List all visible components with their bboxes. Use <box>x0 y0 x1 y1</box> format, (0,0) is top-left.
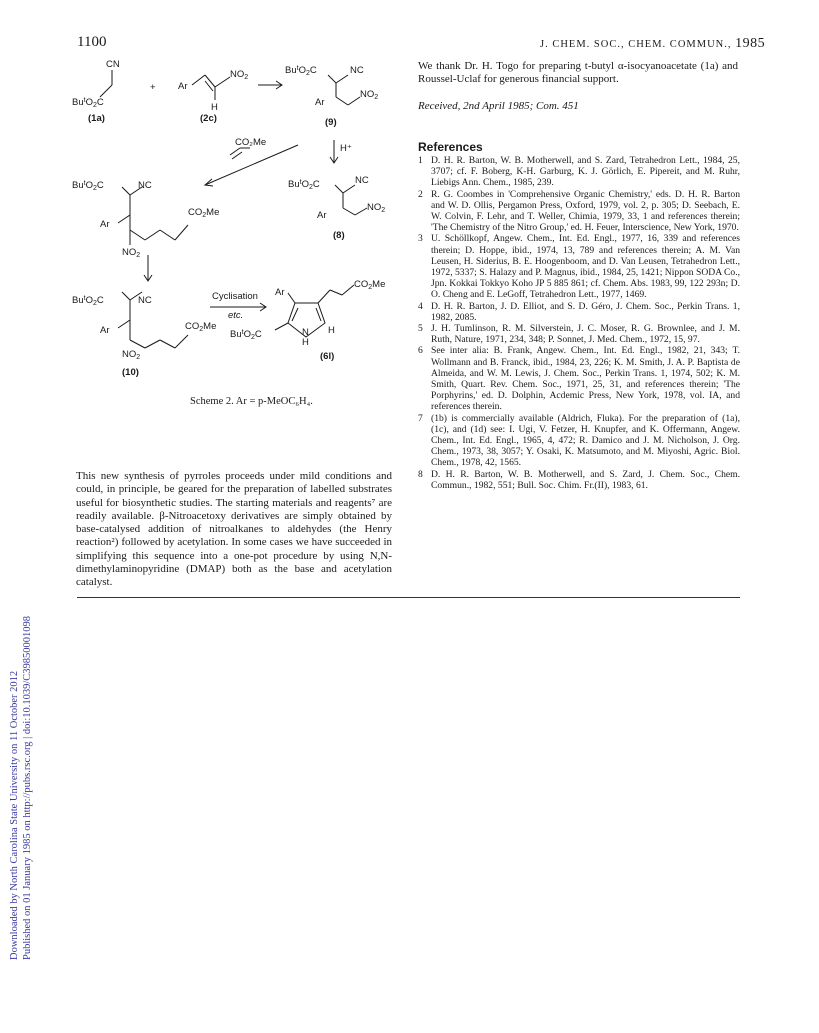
reference-item <box>418 189 740 234</box>
scheme-text: $Bu^tO_2C$ <box>72 295 104 307</box>
scheme-text: $CO_2Me$ <box>354 279 386 291</box>
scheme-text: N <box>302 327 309 338</box>
scheme-text: $NO_2$ <box>360 89 379 101</box>
sidebar-published: Published on 01 January 1985 on http://pubs.rsc.org | doi:10.1039/C39850001098 <box>22 615 33 960</box>
reference-number: 5 <box>418 323 423 335</box>
reference-text: D. H. R. Barton, W. B. Motherwell, and S. Zard, J. Chem. Soc., Chem. Commun., 1982, 551; Bull. Soc. Chim. Fr.(II), 1983, 61. <box>431 468 740 491</box>
compound-label-9: (9) <box>325 117 337 128</box>
journal-header <box>540 36 765 52</box>
reference-number: 7 <box>418 412 423 424</box>
scheme-text: NC <box>138 295 152 306</box>
scheme-text: Ar <box>178 81 188 92</box>
reference-number: 8 <box>418 468 423 480</box>
scheme-text: CN <box>106 59 120 70</box>
reference-text: R. G. Coombes in 'Comprehensive Organic Chemistry,' eds. D. H. R. Barton and W. D. Ollis, Pergamon Press, Oxford, 1979, vol. 2, p. 305; D. Seebach, E. W. Colvin, F. Lehr, and T. Weller, Chimia, 1979, 33, 1 and references therein; 'The Chemistry of the Nitro Group,' ed. H. Feuer, Interscience, New York, 1970. <box>431 188 740 234</box>
scheme-text: $Bu^tO_2C$ <box>230 329 262 341</box>
reference-text: D. H. R. Barton, W. B. Motherwell, and S. Zard, Tetrahedron Lett., 1984, 25, 3707; cf. F. Boberg, K-H. Garburg, K. J. Görlich, E. Pipereit, and M. Ruhr, Liebigs Ann. Chem., 1985, 239. <box>431 155 740 189</box>
reference-text: J. H. Tumlinson, R. M. Silverstein, J. C. Moser, R. G. Brownlee, and J. M. Ruth, Nature, 1971, 234, 348; P. Sonnet, J. Med. Chem., 1972, 15, 97. <box>431 323 740 346</box>
reference-item <box>418 345 740 412</box>
scheme-text: $Bu^tO_2C$ <box>72 97 104 109</box>
reference-number: 2 <box>418 188 423 200</box>
reagent-acrylate: CO₂Me <box>235 137 267 148</box>
scheme-caption: Scheme 2. Ar = p-MeOC₆H₄. <box>190 396 313 407</box>
scheme-text: H <box>211 102 218 113</box>
journal-year: 1985 <box>735 36 766 51</box>
compound-label-1a: (1a) <box>88 113 105 124</box>
plus-sign: + <box>150 82 156 93</box>
reference-number: 4 <box>418 300 423 312</box>
scheme-text: $NO_2$ <box>122 247 141 259</box>
sidebar-downloaded: Downloaded by North Carolina State University on 11 October 2012 <box>9 670 20 960</box>
reference-list <box>418 155 740 491</box>
reference-item <box>418 323 740 345</box>
page-number: 1100 <box>77 34 107 50</box>
scheme-text: $CO_2Me$ <box>185 321 217 333</box>
compound-label-2c: (2c) <box>200 113 217 124</box>
scheme-text: NC <box>138 180 152 191</box>
scheme-text: $NO_2$ <box>122 349 141 361</box>
scheme-text: NC <box>355 175 369 186</box>
download-sidebar <box>8 616 34 960</box>
scheme-text: Ar <box>100 219 110 230</box>
reaction-scheme <box>70 55 410 385</box>
reference-number: 1 <box>418 155 423 166</box>
reference-item <box>418 233 740 300</box>
reagent-etc: etc. <box>228 310 244 321</box>
reference-text: See inter alia: B. Frank, Angew. Chem., Int. Ed. Engl., 1982, 21, 343; T. Wollmann and B. Franck, ibid., 1984, 23, 226; K. M. Smith, J. A. P. Baptista de Almeida, and W. M. Lewis, J. Chem. Soc., Perkin Trans. 1, 1974, 502; K. M. Smith, Quart. Rev. Chem. Soc., 1971, 25, 31, and references therein; 'The Porphyrins,' ed. D. Dolphin, Acdemic Press, New York, 1978, vol. IA, and references therein. <box>431 345 740 413</box>
reagent-cyclisation: Cyclisation <box>212 291 258 302</box>
compound-label-8: (8) <box>333 230 345 241</box>
received-line: Received, 2nd April 1985; Com. 451 <box>418 100 579 112</box>
scheme-text: Ar <box>315 97 325 108</box>
compound-label-6l: (6l) <box>320 351 335 362</box>
scheme-text: H <box>328 325 335 336</box>
reference-item <box>418 155 740 189</box>
journal-name: J. CHEM. SOC., CHEM. COMMUN., <box>540 39 732 50</box>
reference-text: (1b) is commercially available (Aldrich, Fluka). For the preparation of (1a), (1c), and (1d) see: I. Ugi, V. Fetzer, H. Knupfer, and K. Offermann, Angew. Chem., Int. Ed. Engl., 1965, 4, 472; R. Damico and J. M. Nicholson, J. Org. Chem., 1973, 38, 3057; Y. Osaki, K. Matsumoto, and M. Miyoshi, Agric. Biol. Chem., 1978, 42, 1565. <box>431 412 740 469</box>
reference-number: 3 <box>418 233 423 245</box>
footer-rule <box>77 597 740 598</box>
references-heading: References <box>418 140 483 154</box>
reference-text: U. Schöllkopf, Angew. Chem., Int. Ed. Engl., 1977, 16, 339 and references therein; D. Hoppe, ibid., 1974, 13, 789 and references therein; A. M. Van Leusen, H. Siderius, B. E. Hoogenboom, and D. Van Leusen, Tetrahedron Lett., 1972, 5337; S. Halazy and P. Magnus, ibid., 1984, 25, 1421; Nippon SODA Co., Jpn. Kokkai Tokkyo Koho JP 5 885 861; cf. Chem. Abs. 1983, 99, 122 293n; D. O. Cheng and E. LeGoff, Tetrahedron Lett., 1977, 1469. <box>431 233 740 301</box>
scheme-text: Ar <box>317 210 327 221</box>
reference-item <box>418 413 740 469</box>
scheme-text: $Bu^tO_2C$ <box>288 179 320 191</box>
scheme-text: H <box>302 337 309 348</box>
scheme-text: $CO_2Me$ <box>188 207 220 219</box>
scheme-text: Ar <box>275 287 285 298</box>
reference-item <box>418 469 740 491</box>
reference-item <box>418 301 740 323</box>
reference-text: D. H. R. Barton, J. D. Elliot, and S. D. Géro, J. Chem. Soc., Perkin Trans. 1, 1982, 2085. <box>431 300 740 323</box>
scheme-text: $NO_2$ <box>367 202 386 214</box>
scheme-text: NC <box>350 65 364 76</box>
reagent-acid: H⁺ <box>340 143 352 154</box>
acknowledgement: We thank Dr. H. Togo for preparing t-butyl α-isocyanoacetate (1a) and Roussel-Uclaf for generous financial support. <box>418 60 738 85</box>
scheme-text: $NO_2$ <box>230 69 249 81</box>
scheme-text: $Bu^tO_2C$ <box>72 180 104 192</box>
scheme-text: Ar <box>100 325 110 336</box>
body-paragraph: This new synthesis of pyrroles proceeds under mild conditions and could, in principle, be geared for the preparation of labelled substrates useful for biosynthetic studies. The starting materials and reagents⁷ are readily available. β-Nitroacetoxy derivatives are simply obtained by base-catalysed addition of nitroalkanes to aldehydes (the Henry reaction²) followed by acetylation. In some cases we have succeeded in simplifying this sequence into a one-pot procedure by using N,N-dimethylaminopyridine (DMAP) both as the base and acetylation catalyst. <box>76 470 392 589</box>
compound-label-10: (10) <box>122 367 139 378</box>
scheme-text: $Bu^tO_2C$ <box>285 65 317 77</box>
reference-number: 6 <box>418 345 423 357</box>
